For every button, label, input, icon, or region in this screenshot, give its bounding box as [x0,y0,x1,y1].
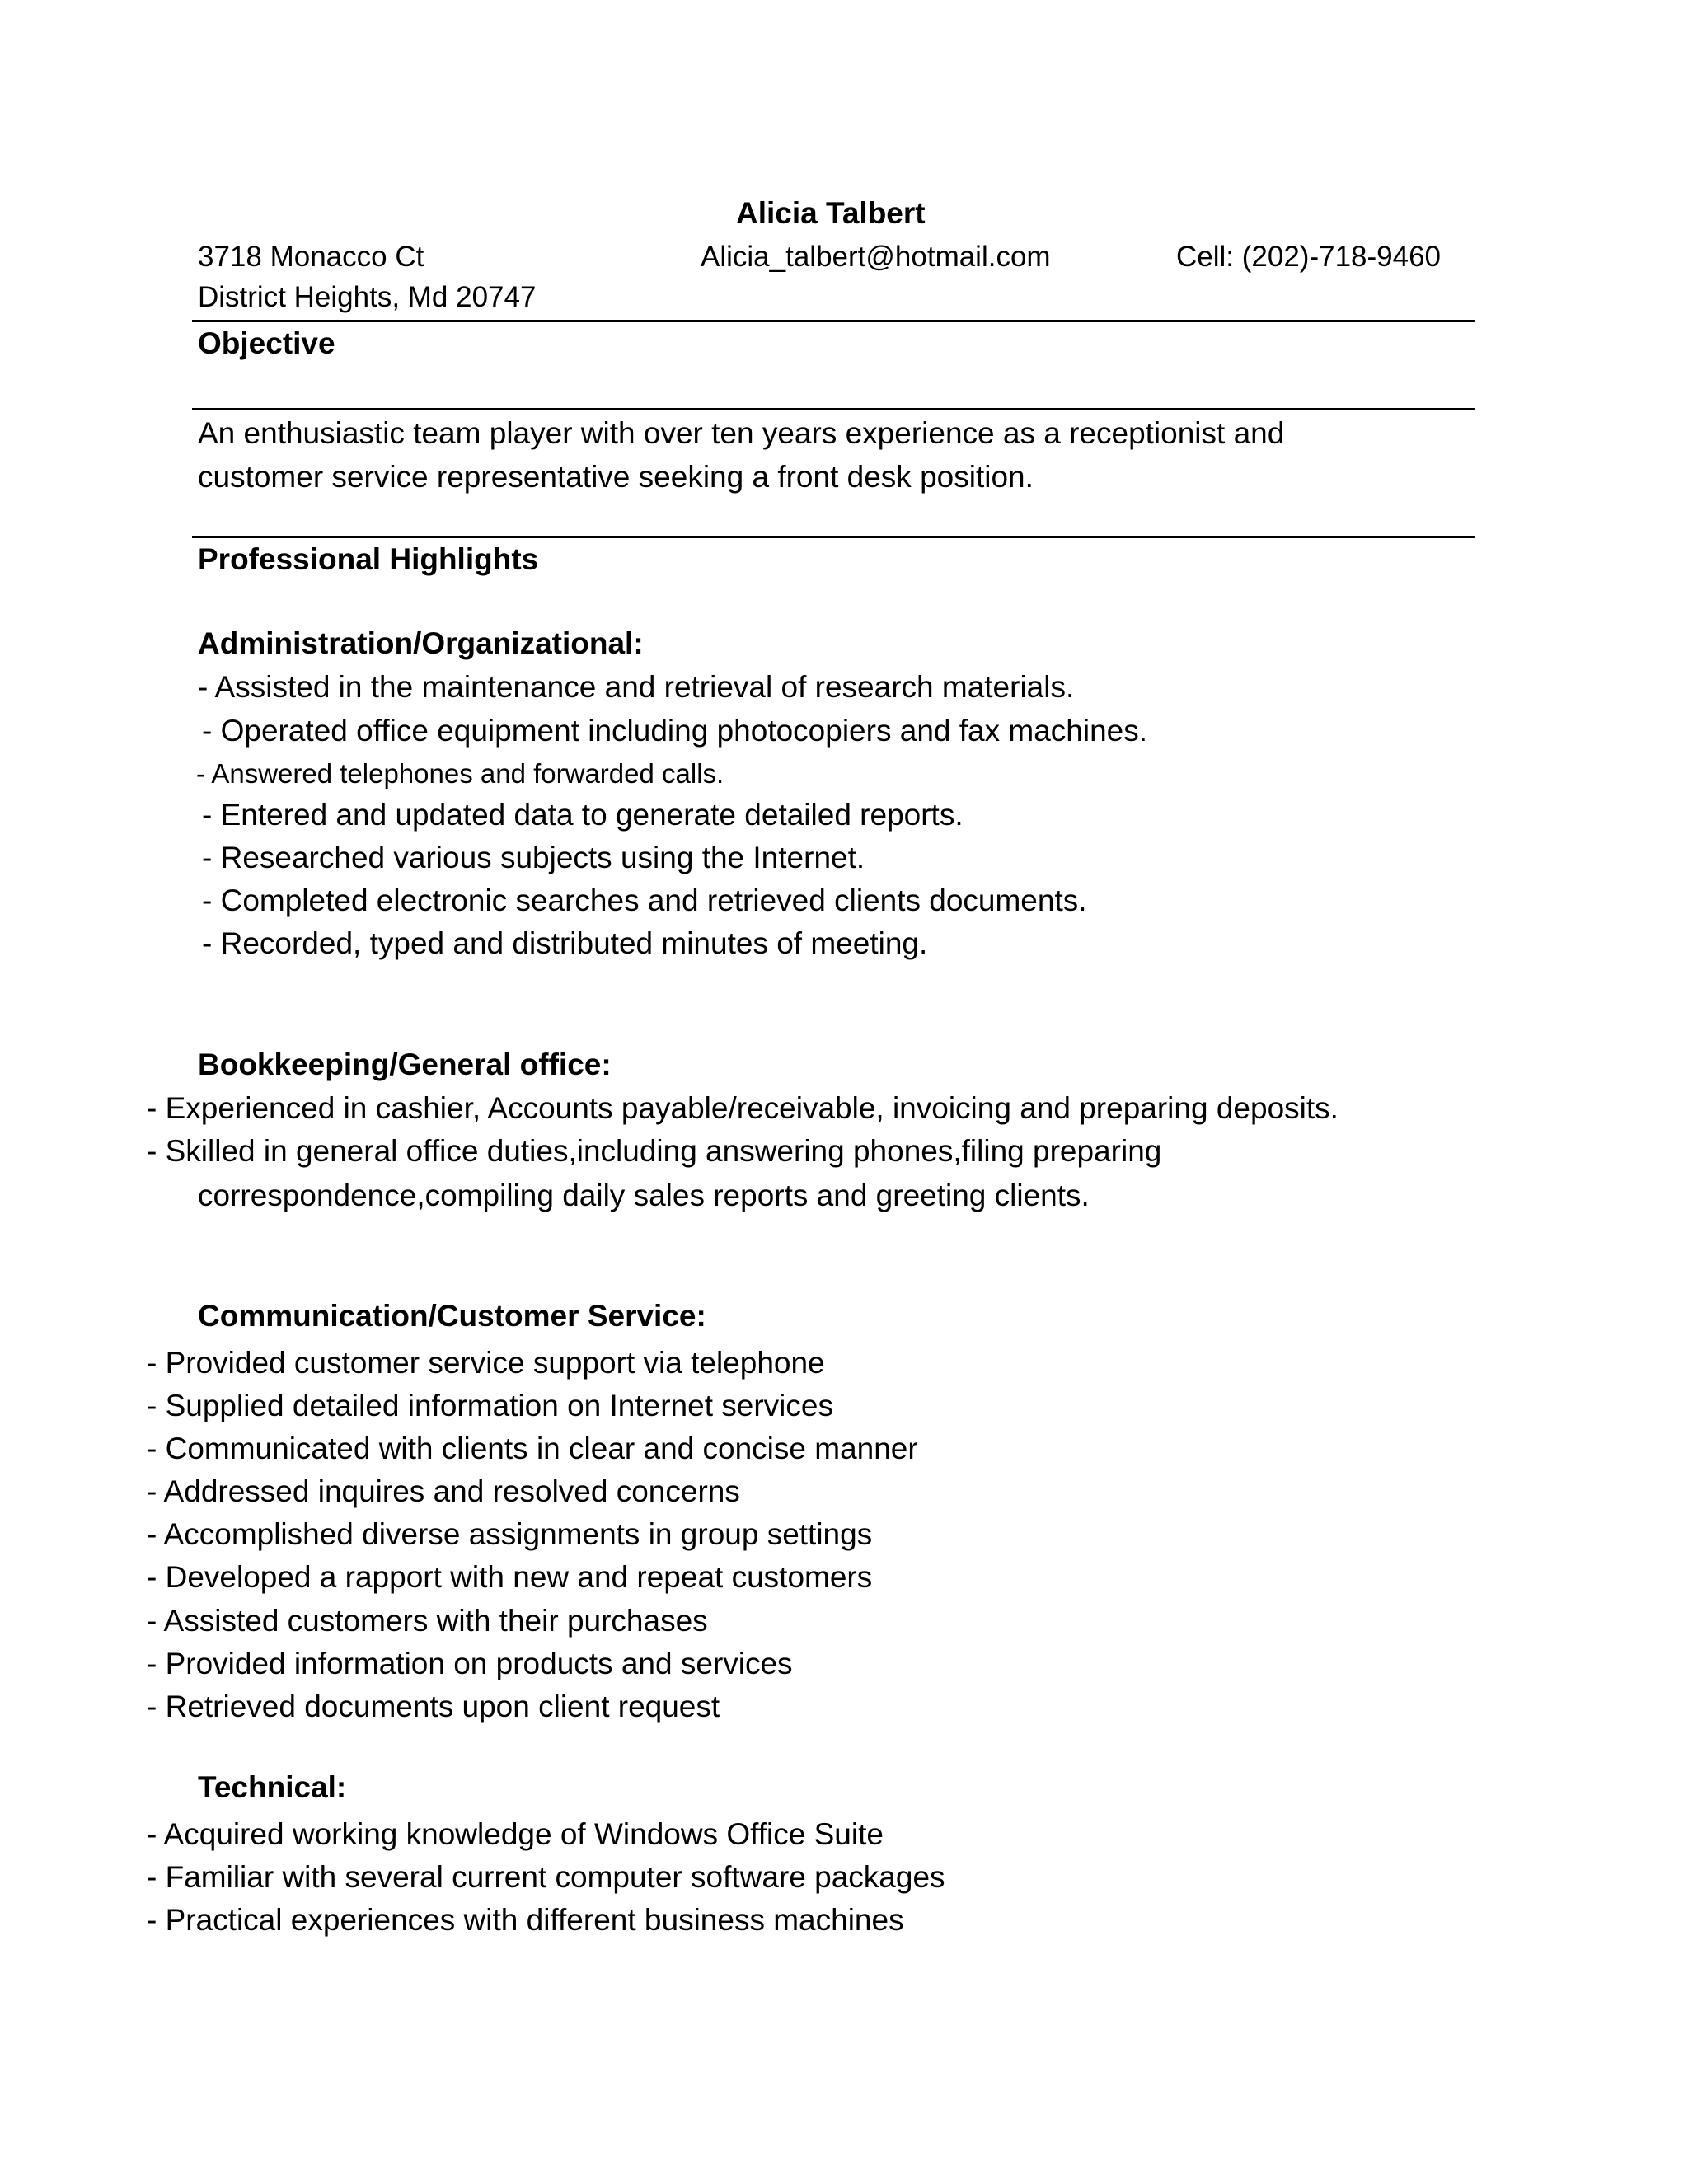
header-divider [192,320,1475,322]
admin-heading: Administration/Organizational: [198,626,644,660]
bookkeeping-item: - Skilled in general office duties,including answering phones,filing preparing [147,1134,1162,1168]
objective-divider [192,408,1475,410]
admin-item: - Entered and updated data to generate detailed reports. [202,798,964,832]
technical-item: - Practical experiences with different business machines [147,1903,904,1937]
admin-item: - Recorded, typed and distributed minutes of meeting. [202,926,928,960]
technical-item: - Acquired working knowledge of Windows Office Suite [147,1817,884,1851]
phone-number: Cell: (202)-718-9460 [1176,241,1442,273]
bookkeeping-item: - Experienced in cashier, Accounts payable/receivable, invoicing and preparing deposits. [147,1091,1339,1125]
objective-line: An enthusiastic team player with over ten years experience as a receptionist and [198,416,1285,450]
communication-item: - Provided customer service support via telephone [147,1346,825,1380]
objective-bottom-divider [192,536,1475,538]
communication-item: - Developed a rapport with new and repeat customers [147,1560,873,1594]
communication-item: - Retrieved documents upon client request [147,1690,720,1723]
communication-item: - Communicated with clients in clear and concise manner [147,1432,918,1465]
bookkeeping-item: correspondence,compiling daily sales reports and greeting clients. [198,1179,1090,1212]
technical-item: - Familiar with several current computer software packages [147,1860,945,1894]
objective-line: customer service representative seeking a front desk position. [198,460,1034,494]
city-state-zip: District Heights, Md 20747 [198,281,537,313]
admin-item: - Answered telephones and forwarded calls. [196,758,724,789]
email-address: Alicia_talbert@hotmail.com [701,241,1051,273]
admin-item: - Assisted in the maintenance and retrieval of research materials. [198,670,1075,704]
communication-heading: Communication/Customer Service: [198,1299,706,1333]
communication-item: - Accomplished diverse assignments in group settings [147,1517,873,1551]
applicant-name: Alicia Talbert [736,196,926,230]
communication-item: - Supplied detailed information on Internet services [147,1389,833,1422]
admin-item: - Researched various subjects using the Internet. [202,841,865,874]
bookkeeping-heading: Bookkeeping/General office: [198,1047,612,1081]
communication-item: - Assisted customers with their purchases [147,1604,708,1638]
communication-item: - Addressed inquires and resolved concerns [147,1474,740,1508]
street-address: 3718 Monacco Ct [198,241,424,273]
admin-item: - Operated office equipment including photocopiers and fax machines. [202,714,1148,748]
highlights-heading: Professional Highlights [198,542,539,576]
technical-heading: Technical: [198,1770,347,1804]
admin-item: - Completed electronic searches and retrieved clients documents. [202,883,1087,917]
communication-item: - Provided information on products and services [147,1647,793,1680]
objective-heading: Objective [198,326,335,360]
